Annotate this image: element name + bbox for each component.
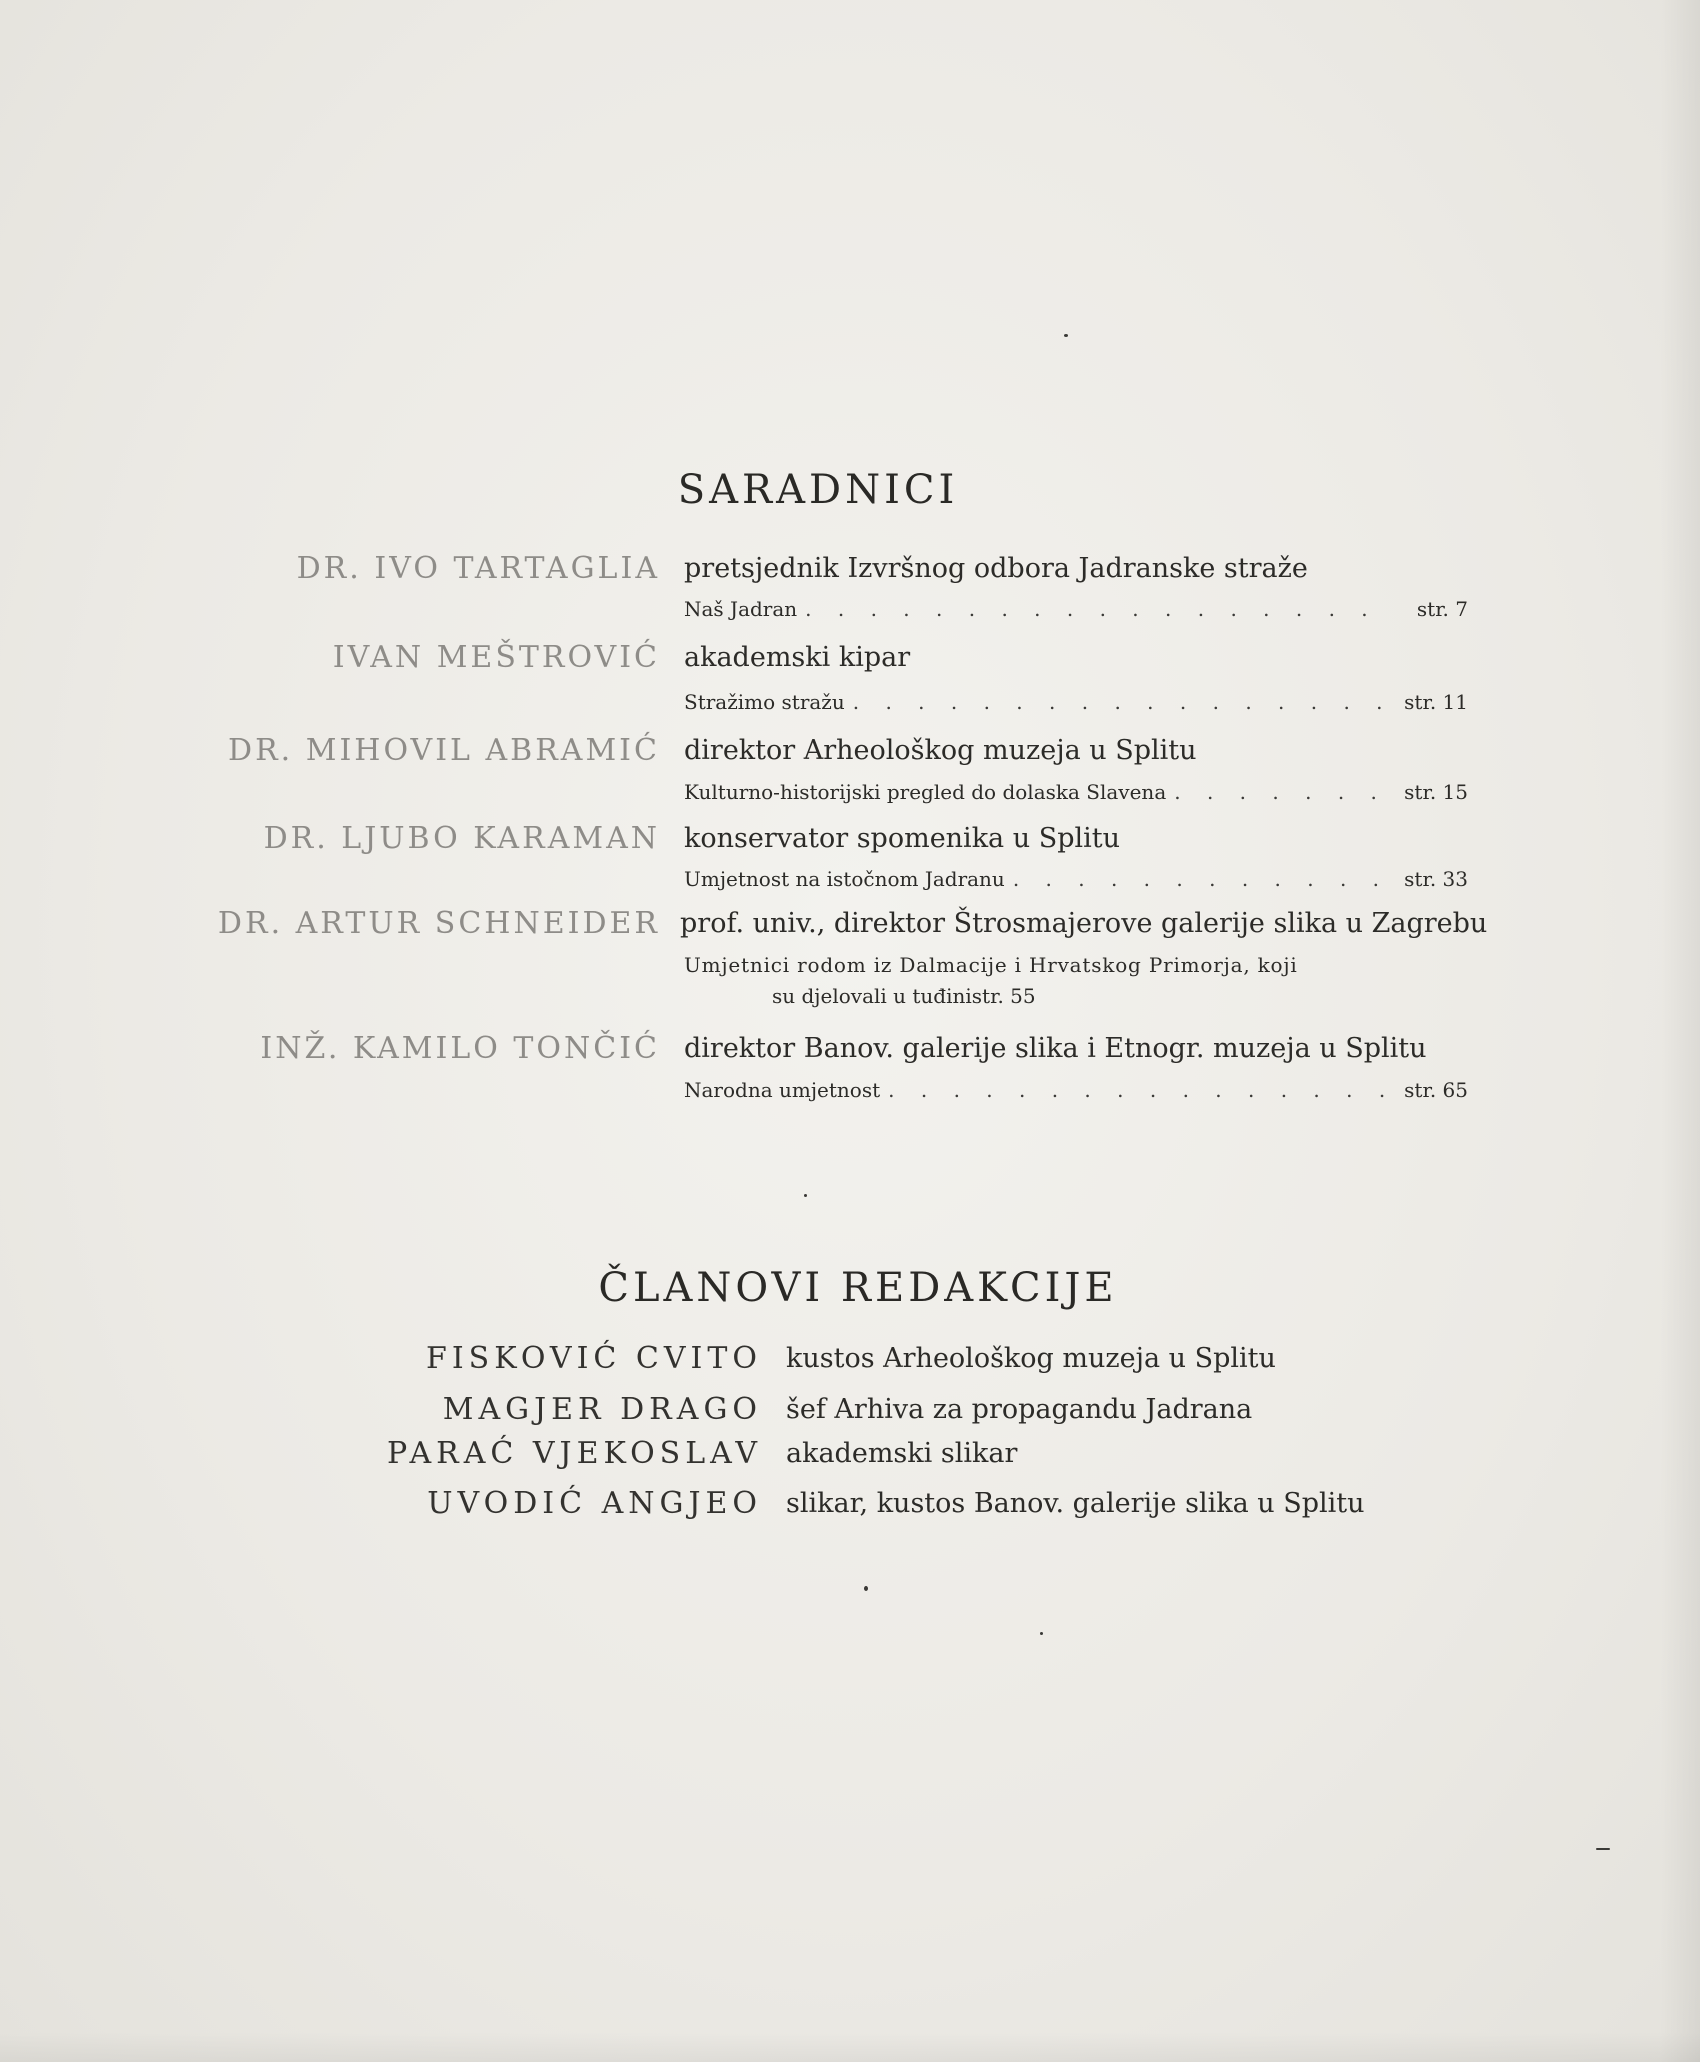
page-reference: str. 7 [1416,597,1468,621]
contributor-name: DR. MIHOVIL ABRAMIĆ [228,733,660,768]
dot-leader [853,690,1386,714]
page-reference: str. 33 [1404,867,1468,891]
article-title: Umjetnost na istočnom Jadranu [684,867,1005,891]
page-edge-shadow [1660,0,1700,2062]
article-title: Stražimo stražu [684,690,845,714]
article-title-line-1: Umjetnici rodom iz Dalmacije i Hrvatskog Primorja, koji [684,953,1298,977]
contributor-name: DR. IVO TARTAGLIA [296,551,660,586]
member-name: UVODIĆ ANGJEO [427,1486,762,1521]
page-reference: str. 11 [1404,690,1468,714]
scan-speck [804,1194,807,1197]
scan-speck [1064,334,1068,337]
page-reference: str. 15 [1404,780,1468,804]
article-line [684,690,1468,714]
dot-leader [1013,867,1386,891]
contributor-role: pretsjednik Izvršnog odbora Jadranske straže [684,553,1308,584]
article-block [684,950,1468,1012]
member-name: MAGJER DRAGO [442,1392,762,1427]
scan-speck [1596,1848,1610,1850]
member-name: FISKOVIĆ CVITO [426,1341,762,1376]
dot-leader [1174,780,1386,804]
contributor-name: IVAN MEŠTROVIĆ [332,640,660,675]
member-role: šef Arhiva za propagandu Jadrana [786,1394,1253,1425]
article-title: Narodna umjetnost [684,1078,881,1102]
contributor-role: akademski kipar [684,642,911,673]
member-role: akademski slikar [786,1438,1018,1469]
article-line [684,597,1468,621]
editorial-member [0,1341,1700,1385]
contributor-name: DR. ARTUR SCHNEIDER [217,906,660,941]
editorial-member [0,1436,1700,1480]
contributor-name: DR. LJUBO KARAMAN [263,821,660,856]
dot-leader [888,1078,1386,1102]
editorial-member [0,1392,1700,1436]
article-line [684,1078,1468,1102]
article-title: Naš Jadran [684,597,798,621]
article-line [684,780,1468,804]
section-title-saradnici: SARADNICI [677,466,959,513]
contributor-role: prof. univ., direktor Štrosmajerove galerije slika u Zagrebu [680,908,1488,939]
page-reference: str. 55 [971,984,1036,1008]
article-title-line-2: su djelovali u tuđini [772,984,972,1008]
member-role: slikar, kustos Banov. galerije slika u Splitu [786,1488,1365,1519]
article-line [684,981,1468,1012]
editorial-member [0,1486,1700,1530]
section-title-clanovi-redakcije: ČLANOVI REDAKCIJE [598,1265,1118,1312]
contributor-role: direktor Arheološkog muzeja u Splitu [684,735,1197,766]
contributor-name: INŽ. KAMILO TONČIĆ [260,1031,660,1066]
contributor-role: direktor Banov. galerije slika i Etnogr. muzeja u Splitu [684,1033,1427,1064]
article-title: Kulturno-historijski pregled do dolaska Slavena [684,780,1167,804]
member-role: kustos Arheološkog muzeja u Splitu [786,1343,1276,1374]
contributor-role: konservator spomenika u Splitu [684,823,1120,854]
member-name: PARAĆ VJEKOSLAV [387,1436,762,1471]
page-bottom-edge [0,2032,1700,2062]
page-reference: str. 65 [1404,1078,1468,1102]
scan-speck [864,1586,868,1591]
dot-leader [805,597,1386,621]
article-line [684,867,1468,891]
scan-speck [1040,1632,1043,1635]
